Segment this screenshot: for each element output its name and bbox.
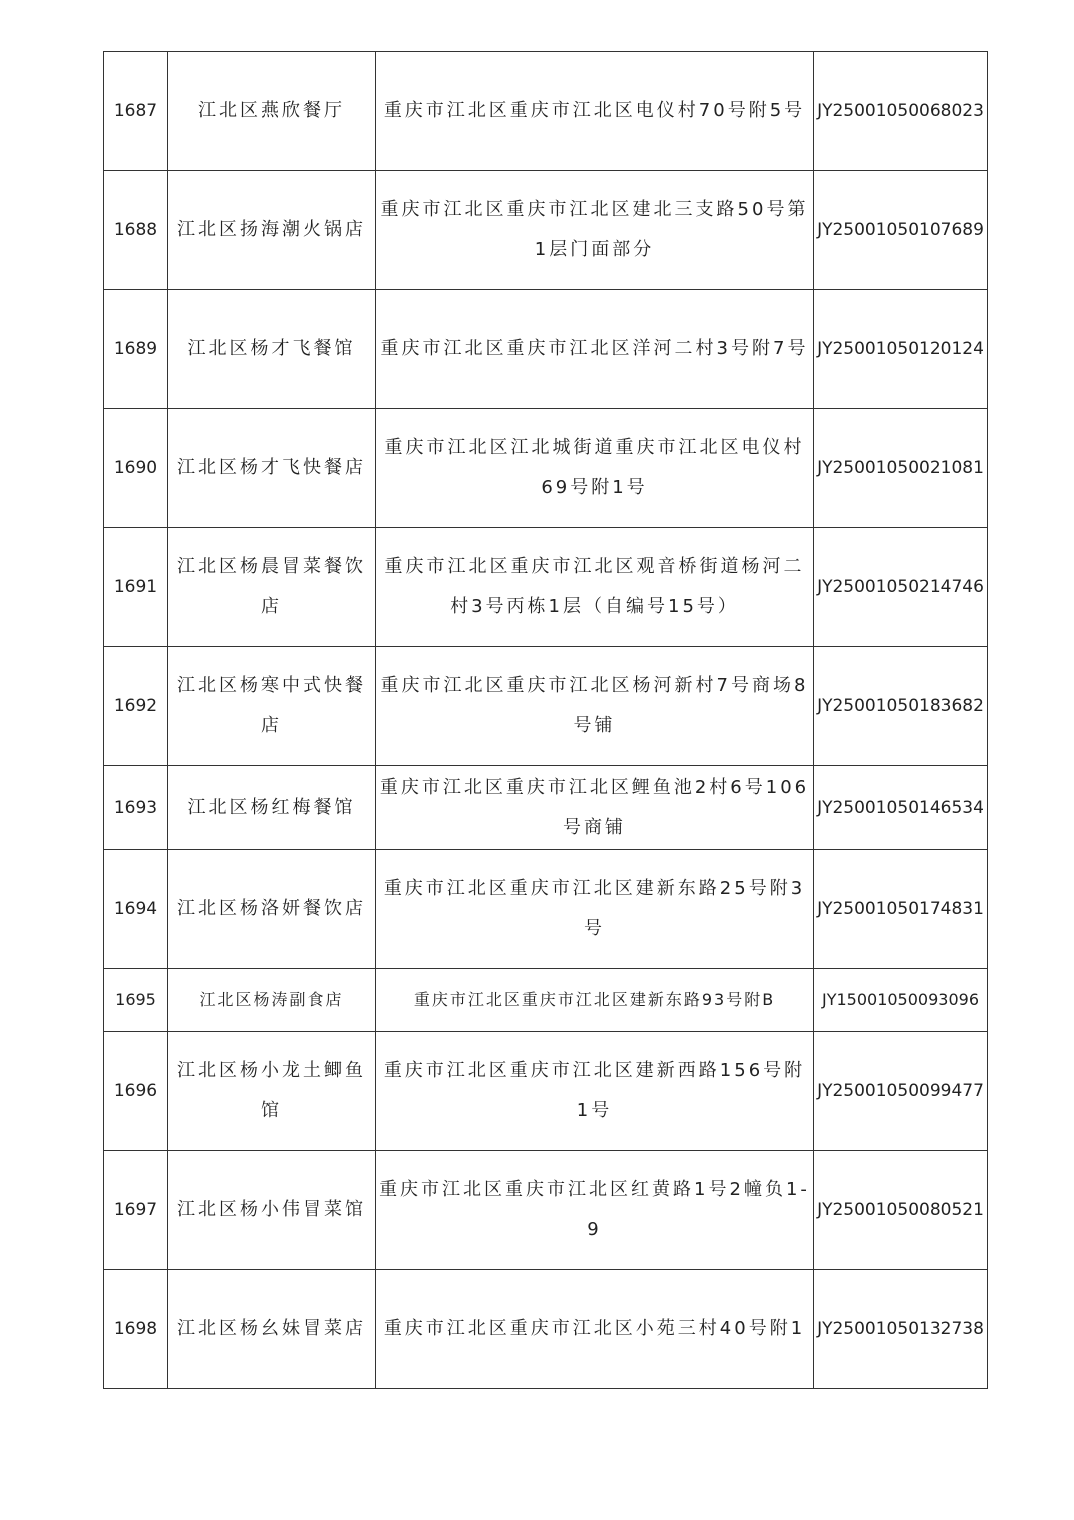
business-address: 重庆市江北区重庆市江北区杨河新村7号商场8号铺 (376, 647, 814, 766)
row-number: 1694 (104, 850, 168, 969)
business-address: 重庆市江北区重庆市江北区小苑三村40号附1 (376, 1270, 814, 1389)
row-number: 1696 (104, 1032, 168, 1151)
business-name: 江北区杨才飞餐馆 (168, 290, 376, 409)
table-row (104, 290, 988, 409)
business-name: 江北区杨涛副食店 (168, 969, 376, 1032)
license-number: JY15001050093096 (814, 969, 988, 1032)
business-address: 重庆市江北区重庆市江北区电仪村70号附5号 (376, 52, 814, 171)
business-name: 江北区杨寒中式快餐店 (168, 647, 376, 766)
license-number: JY25001050132738 (814, 1270, 988, 1389)
table-row (104, 171, 988, 290)
row-number: 1692 (104, 647, 168, 766)
row-number: 1689 (104, 290, 168, 409)
license-number: JY25001050214746 (814, 528, 988, 647)
table-row (104, 409, 988, 528)
table-row (104, 766, 988, 850)
business-name: 江北区杨才飞快餐店 (168, 409, 376, 528)
business-address: 重庆市江北区重庆市江北区建北三支路50号第1层门面部分 (376, 171, 814, 290)
license-number: JY25001050183682 (814, 647, 988, 766)
license-number: JY25001050174831 (814, 850, 988, 969)
business-address: 重庆市江北区重庆市江北区建新东路25号附3号 (376, 850, 814, 969)
table-row (104, 1270, 988, 1389)
business-name: 江北区杨洛妍餐饮店 (168, 850, 376, 969)
license-table (103, 51, 988, 1389)
table-row (104, 52, 988, 171)
business-address: 重庆市江北区江北城街道重庆市江北区电仪村69号附1号 (376, 409, 814, 528)
row-number: 1697 (104, 1151, 168, 1270)
license-number: JY25001050146534 (814, 766, 988, 850)
table-row (104, 1151, 988, 1270)
license-number: JY25001050080521 (814, 1151, 988, 1270)
business-name: 江北区杨幺妹冒菜店 (168, 1270, 376, 1389)
row-number: 1695 (104, 969, 168, 1032)
license-number: JY25001050120124 (814, 290, 988, 409)
row-number: 1687 (104, 52, 168, 171)
table-row (104, 528, 988, 647)
row-number: 1698 (104, 1270, 168, 1389)
license-number: JY25001050099477 (814, 1032, 988, 1151)
business-address: 重庆市江北区重庆市江北区鲤鱼池2村6号106号商铺 (376, 766, 814, 850)
row-number: 1690 (104, 409, 168, 528)
table-row (104, 850, 988, 969)
table-row (104, 969, 988, 1032)
license-number: JY25001050021081 (814, 409, 988, 528)
business-name: 江北区杨晨冒菜餐饮店 (168, 528, 376, 647)
business-address: 重庆市江北区重庆市江北区建新西路156号附1号 (376, 1032, 814, 1151)
business-address: 重庆市江北区重庆市江北区红黄路1号2幢负1-9 (376, 1151, 814, 1270)
license-number: JY25001050107689 (814, 171, 988, 290)
table-row (104, 1032, 988, 1151)
license-number: JY25001050068023 (814, 52, 988, 171)
business-name: 江北区杨小伟冒菜馆 (168, 1151, 376, 1270)
table-row (104, 647, 988, 766)
business-address: 重庆市江北区重庆市江北区洋河二村3号附7号 (376, 290, 814, 409)
business-name: 江北区扬海潮火锅店 (168, 171, 376, 290)
business-name: 江北区燕欣餐厅 (168, 52, 376, 171)
business-address: 重庆市江北区重庆市江北区观音桥街道杨河二村3号丙栋1层（自编号15号） (376, 528, 814, 647)
row-number: 1691 (104, 528, 168, 647)
business-name: 江北区杨红梅餐馆 (168, 766, 376, 850)
row-number: 1688 (104, 171, 168, 290)
business-name: 江北区杨小龙土鲫鱼馆 (168, 1032, 376, 1151)
row-number: 1693 (104, 766, 168, 850)
business-address: 重庆市江北区重庆市江北区建新东路93号附B (376, 969, 814, 1032)
